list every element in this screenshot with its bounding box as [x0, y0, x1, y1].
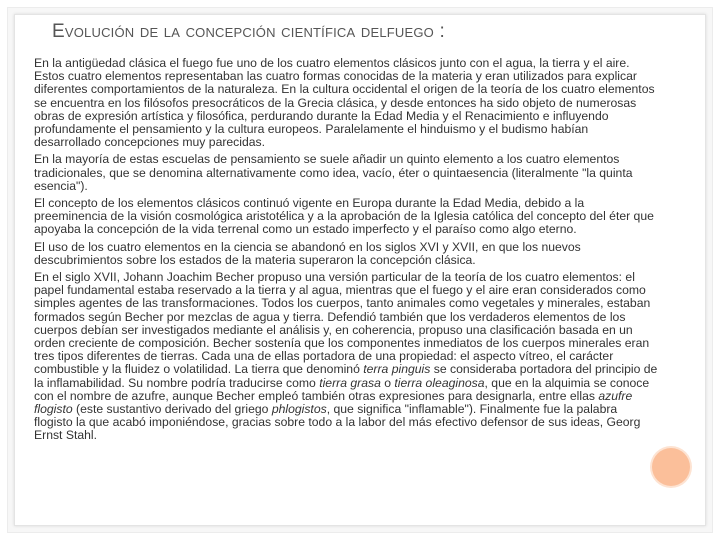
paragraph-middle-ages: El concepto de los elementos clásicos continuó vigente en Europa durante la Edad Media, debido a la preeminencia de la visión cosmológica aristotélica y a la aprobación de la Iglesia católica del concepto del éter que apoyaba la concepción de la vida terrenal como un estado imperfecto y el paraíso como algo eterno.	[34, 196, 654, 237]
paragraph-classical-elements: En la antigüedad clásica el fuego fue uno de los cuatro elementos clásicos junto con el agua, la tierra y el aire. Estos cuatro elementos representaban las cuatro formas conocidas de la materia y eran utilizados para explicar diferentes comportamientos de la naturaleza. En la cultura occidental el origen de la teoría de los cuatro elementos se encuentra en los filósofos presocráticos de la Grecia clásica, y desde entonces ha sido objeto de numerosas obras de expresión artística y filosófica, perdurando durante la Edad Media y el Renacimiento e influyendo profundamente el pensamiento y la cultura europeos. Paralelamente el hinduismo y el budismo habían desarrollado concepciones muy parecidas.	[34, 56, 655, 150]
becher-text-4: , que en la alquimia se conoce con el nombre de azufre, aunque Becher empleó también otras expresiones para designarla, entre ellas	[34, 375, 650, 403]
paragraph-becher	[34, 271, 658, 443]
paragraph-fifth-element: En la mayoría de estas escuelas de pensamiento se suele añadir un quinto elemento a los cuatro elementos tradicionales, que se denomina alternativamente como idea, vacío, éter o quintaesencia (literalmente "la quinta esencia").	[34, 152, 633, 193]
slide-body	[34, 57, 658, 447]
paragraph-abandonment: El uso de los cuatro elementos en la ciencia se abandonó en los siglos XVI y XVII, en que los nuevos descubrimientos sobre los estados de la materia superaron la concepción clásica.	[34, 239, 581, 267]
becher-term-azufre-flogisto: azufre flogisto	[34, 388, 633, 417]
becher-text-6: , que significa "inflamable"). Finalmente fue la palabra flogisto la que acabó imponiéndose, gracias sobre todo a la labor del más efectivo defensor de sus ideas, Georg Ernst Stahl.	[34, 402, 641, 443]
becher-text-3: o	[380, 375, 395, 390]
slide-title-text: Evolución de la concepción científica delfuego :	[52, 21, 445, 42]
becher-term-tierra-grasa: tierra grasa	[319, 375, 381, 390]
becher-term-phlogistos: phlogistos	[271, 402, 327, 417]
becher-text-1: En el siglo XVII, Johann Joachim Becher propuso una versión particular de la teoría de los cuatro elementos: el papel fundamental estaba reservado a la tierra y al agua, mientras que el fuego y el aire eran considerados como simples agentes de las transformaciones. Todos los cuerpos, tanto animales como vegetales y minerales, estaban formados según Becher por mezclas de agua y tierra. Defendió también que los verdaderos elementos de los cuerpos debían ser investigados mediante el análisis y, en coherencia, propuso una clasificación basada en un orden creciente de composición. Becher sostenía que los componentes inmediatos de los cuerpos minerales eran tres tipos diferentes de tierras. Cada una de ellas portadora de una propiedad: el aspecto vítreo, el carácter combustible y la fluidez o volatilidad. La tierra que denominó	[34, 270, 651, 377]
decorative-orange-circle	[652, 448, 690, 486]
slide-title	[52, 18, 652, 46]
becher-term-tierra-oleaginosa: tierra oleaginosa	[394, 375, 485, 390]
becher-text-2: se consideraba portadora del principio de la inflamabilidad. Su nombre podría traducirse como	[34, 362, 658, 390]
becher-text-5: (este sustantivo derivado del griego	[72, 402, 272, 417]
becher-term-terra-pinguis: terra pinguis	[363, 362, 431, 377]
